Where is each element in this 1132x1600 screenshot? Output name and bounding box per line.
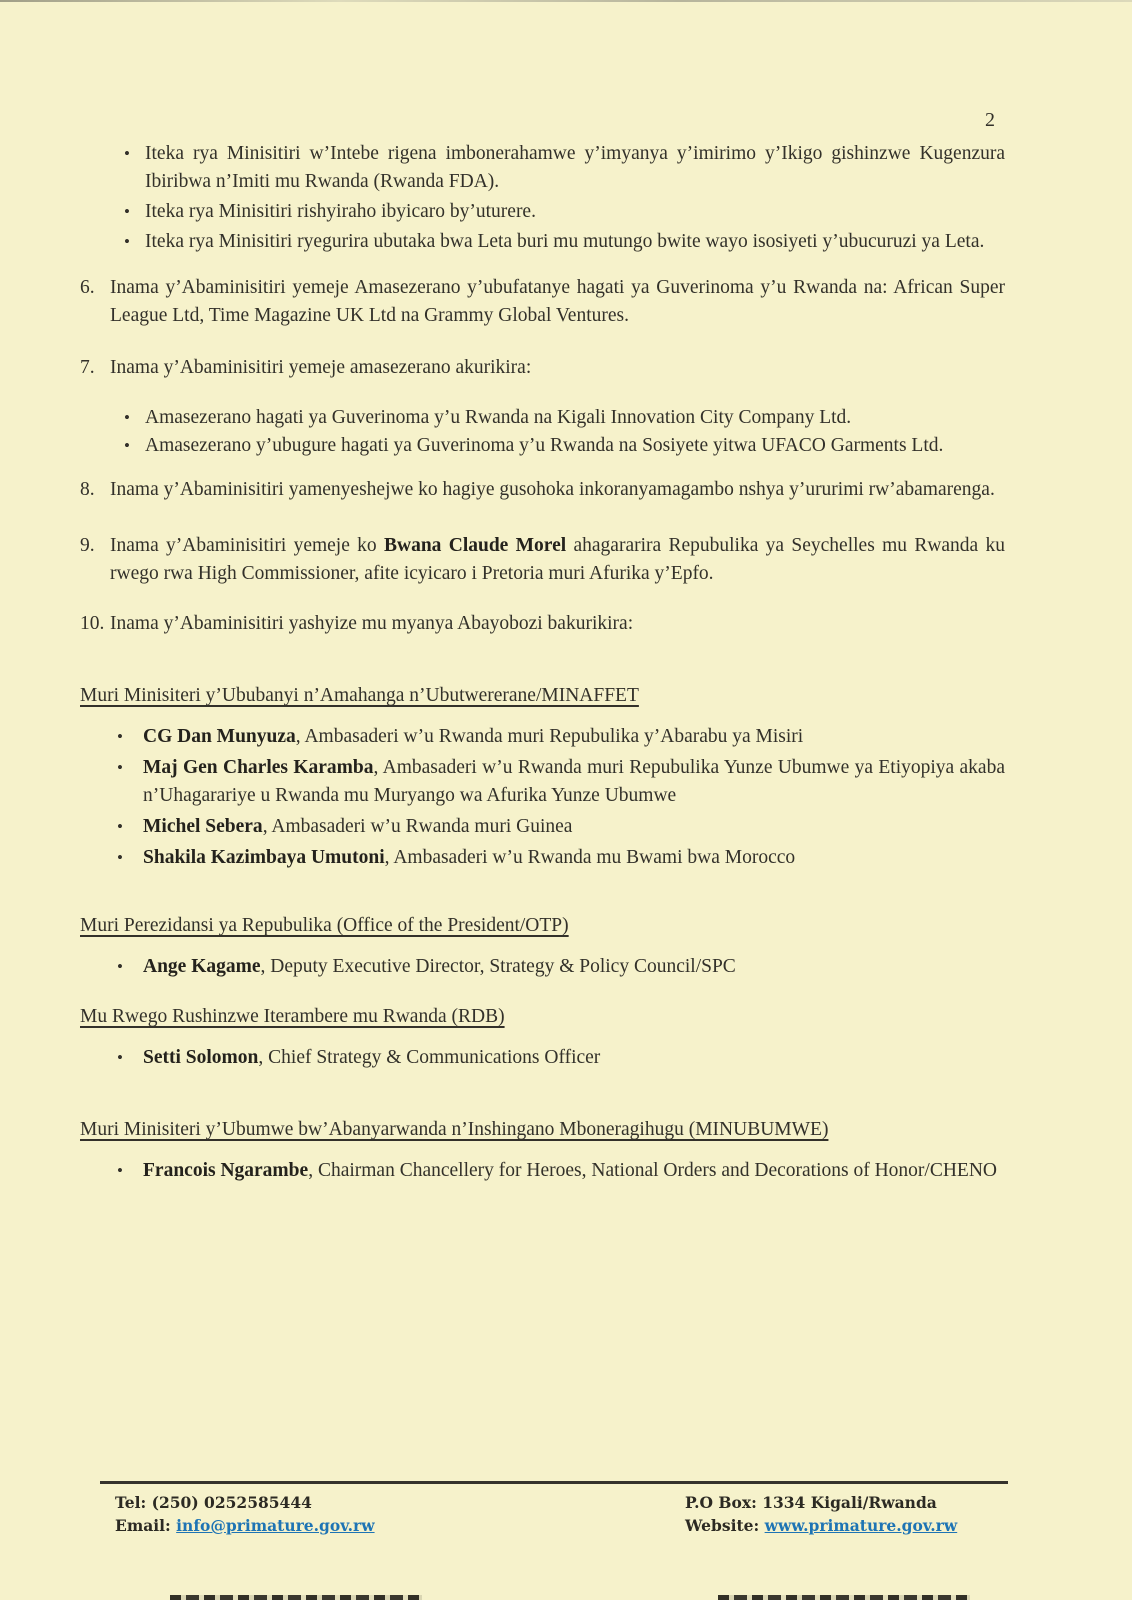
person-role: , Ambasaderi w’u Rwanda muri Guinea (262, 816, 573, 837)
person-item (115, 953, 1005, 981)
person-role: , Chief Strategy & Communications Officer (258, 1047, 601, 1068)
footer-tel-label: Tel: (115, 1493, 147, 1512)
section-heading-otp: Muri Perezidansi ya Repubulika (Office of the President/OTP) (80, 915, 569, 936)
person-item (115, 813, 1005, 841)
item-text: Inama y’Abaminisitiri yamenyeshejwe ko hagiye gusohoka inkoranyamagambo nshya y’ururimi rw’abamarenga. (110, 479, 995, 500)
footer-pobox-value: 1334 Kigali/Rwanda (762, 1493, 937, 1512)
numbered-item-6 (80, 274, 1005, 330)
footer-pobox (685, 1491, 1008, 1514)
item-text (110, 532, 1005, 588)
footer-tel-value: (250) 0252585444 (151, 1493, 312, 1512)
item-number: 8. (80, 479, 95, 500)
person-name: Michel Sebera (143, 816, 263, 837)
item-text: Inama y’Abaminisitiri yemeje Amasezerano y’ubufatanye hagati ya Guverinoma y’u Rwanda na: African Super League Ltd, Time Magazine UK Ltd na Grammy Global Ventures. (110, 277, 1005, 326)
numbered-item-10 (80, 610, 1005, 638)
person-role: , Deputy Executive Director, Strategy & Policy Council/SPC (260, 956, 736, 977)
footer-left-column (115, 1491, 685, 1537)
appointee-list-rdb (80, 1044, 1005, 1072)
person-role: , Ambasaderi w’u Rwanda muri Repubulika y’Abarabu ya Misiri (295, 726, 804, 747)
footer-tel (115, 1491, 685, 1514)
appointee-list-minubumwe (80, 1157, 1005, 1185)
numbered-item-9 (80, 532, 1005, 588)
section-heading-rdb: Mu Rwego Rushinzwe Iterambere mu Rwanda (RDB) (80, 1006, 505, 1027)
person-item (115, 754, 1005, 810)
person-name: Setti Solomon (143, 1047, 259, 1068)
item-number: 9. (80, 535, 95, 556)
footer-right-column (685, 1491, 1008, 1537)
list-item: • Amasezerano y’ubugure hagati ya Guverinoma y’u Rwanda na Sosiyete yitwa UFACO Garments Ltd. (122, 432, 1005, 460)
person-role: , Ambasaderi w’u Rwanda mu Bwami bwa Morocco (384, 847, 796, 868)
item-text: Inama y’Abaminisitiri yemeje amasezerano akurikira: (110, 357, 532, 378)
appointee-list-minaffet (80, 723, 1005, 872)
item-number: 6. (80, 277, 95, 298)
footer-email-label: Email: (115, 1516, 171, 1535)
person-item (115, 723, 1005, 751)
footer-pobox-label: P.O Box: (685, 1493, 757, 1512)
person-name-inline: Bwana Claude Morel (384, 535, 567, 556)
footer-columns (100, 1484, 1008, 1537)
decree-bullet-list (80, 140, 1005, 256)
item-text-suffix: ahagararira Repubulika ya Seychelles mu Rwanda ku rwego rwa High Commissioner, afite icyicaro i Pretoria muri Afurika y’Epfo. (110, 535, 1006, 584)
page-footer (100, 1481, 1008, 1537)
person-name: Maj Gen Charles Karamba (143, 757, 374, 778)
footer-email (115, 1514, 685, 1537)
footer-website-link[interactable]: www.primature.gov.rw (764, 1516, 958, 1535)
appointee-list-otp (80, 953, 1005, 981)
footer-email-link[interactable]: info@primature.gov.rw (176, 1516, 375, 1535)
section-heading-minaffet: Muri Minisiteri y’Ububanyi n’Amahanga n’Ubutwererane/MINAFFET (80, 685, 639, 706)
list-item: • Amasezerano hagati ya Guverinoma y’u Rwanda na Kigali Innovation City Company Ltd. (122, 404, 1005, 432)
section-heading-minubumwe: Muri Minisiteri y’Ubumwe bw’Abanyarwanda n’Inshingano Mboneragihugu (MINUBUMWE) (80, 1119, 829, 1140)
person-item (115, 844, 1005, 872)
item-number: 10. (80, 613, 105, 634)
cutoff-text-fragment (170, 1595, 422, 1600)
agreements-bullet-list (80, 404, 1005, 460)
list-item: • Iteka rya Minisitiri w’Intebe rigena imbonerahamwe y’imyanya y’imirimo y’Ikigo gishinzwe Kugenzura Ibiribwa n’Imiti mu Rwanda (Rwanda FDA). (122, 140, 1005, 196)
person-name: CG Dan Munyuza (143, 726, 296, 747)
person-name: Ange Kagame (143, 956, 261, 977)
person-role: , Chairman Chancellery for Heroes, National Orders and Decorations of Honor/CHENO (308, 1160, 997, 1181)
person-item (115, 1157, 1005, 1185)
item-number: 7. (80, 357, 95, 378)
footer-website (685, 1514, 1008, 1537)
list-item: • Iteka rya Minisitiri rishyiraho ibyicaro by’uturere. (122, 198, 1005, 226)
person-name: Francois Ngarambe (143, 1160, 309, 1181)
numbered-item-8 (80, 476, 1005, 504)
person-item (115, 1044, 1005, 1072)
numbered-item-7 (80, 354, 1005, 382)
scan-edge-artifact (0, 0, 1132, 2)
list-item: • Iteka rya Minisitiri ryegurira ubutaka bwa Leta buri mu mutungo bwite wayo isosiyeti y’ubucuruzi ya Leta. (122, 228, 1005, 256)
person-role: , Ambasaderi w’u Rwanda muri Repubulika Yunze Ubumwe ya Etiyopiya akaba n’Uhagarariye u Rwanda mu Muryango wa Afurika Yunze Ubumwe (143, 757, 1005, 806)
page-number: 2 (985, 109, 995, 131)
cutoff-text-fragment (718, 1595, 970, 1600)
footer-website-label: Website: (685, 1516, 760, 1535)
person-name: Shakila Kazimbaya Umutoni (143, 847, 385, 868)
item-text-prefix: Inama y’Abaminisitiri yemeje ko (110, 535, 384, 556)
item-text: Inama y’Abaminisitiri yashyize mu myanya Abayobozi bakurikira: (110, 613, 634, 634)
